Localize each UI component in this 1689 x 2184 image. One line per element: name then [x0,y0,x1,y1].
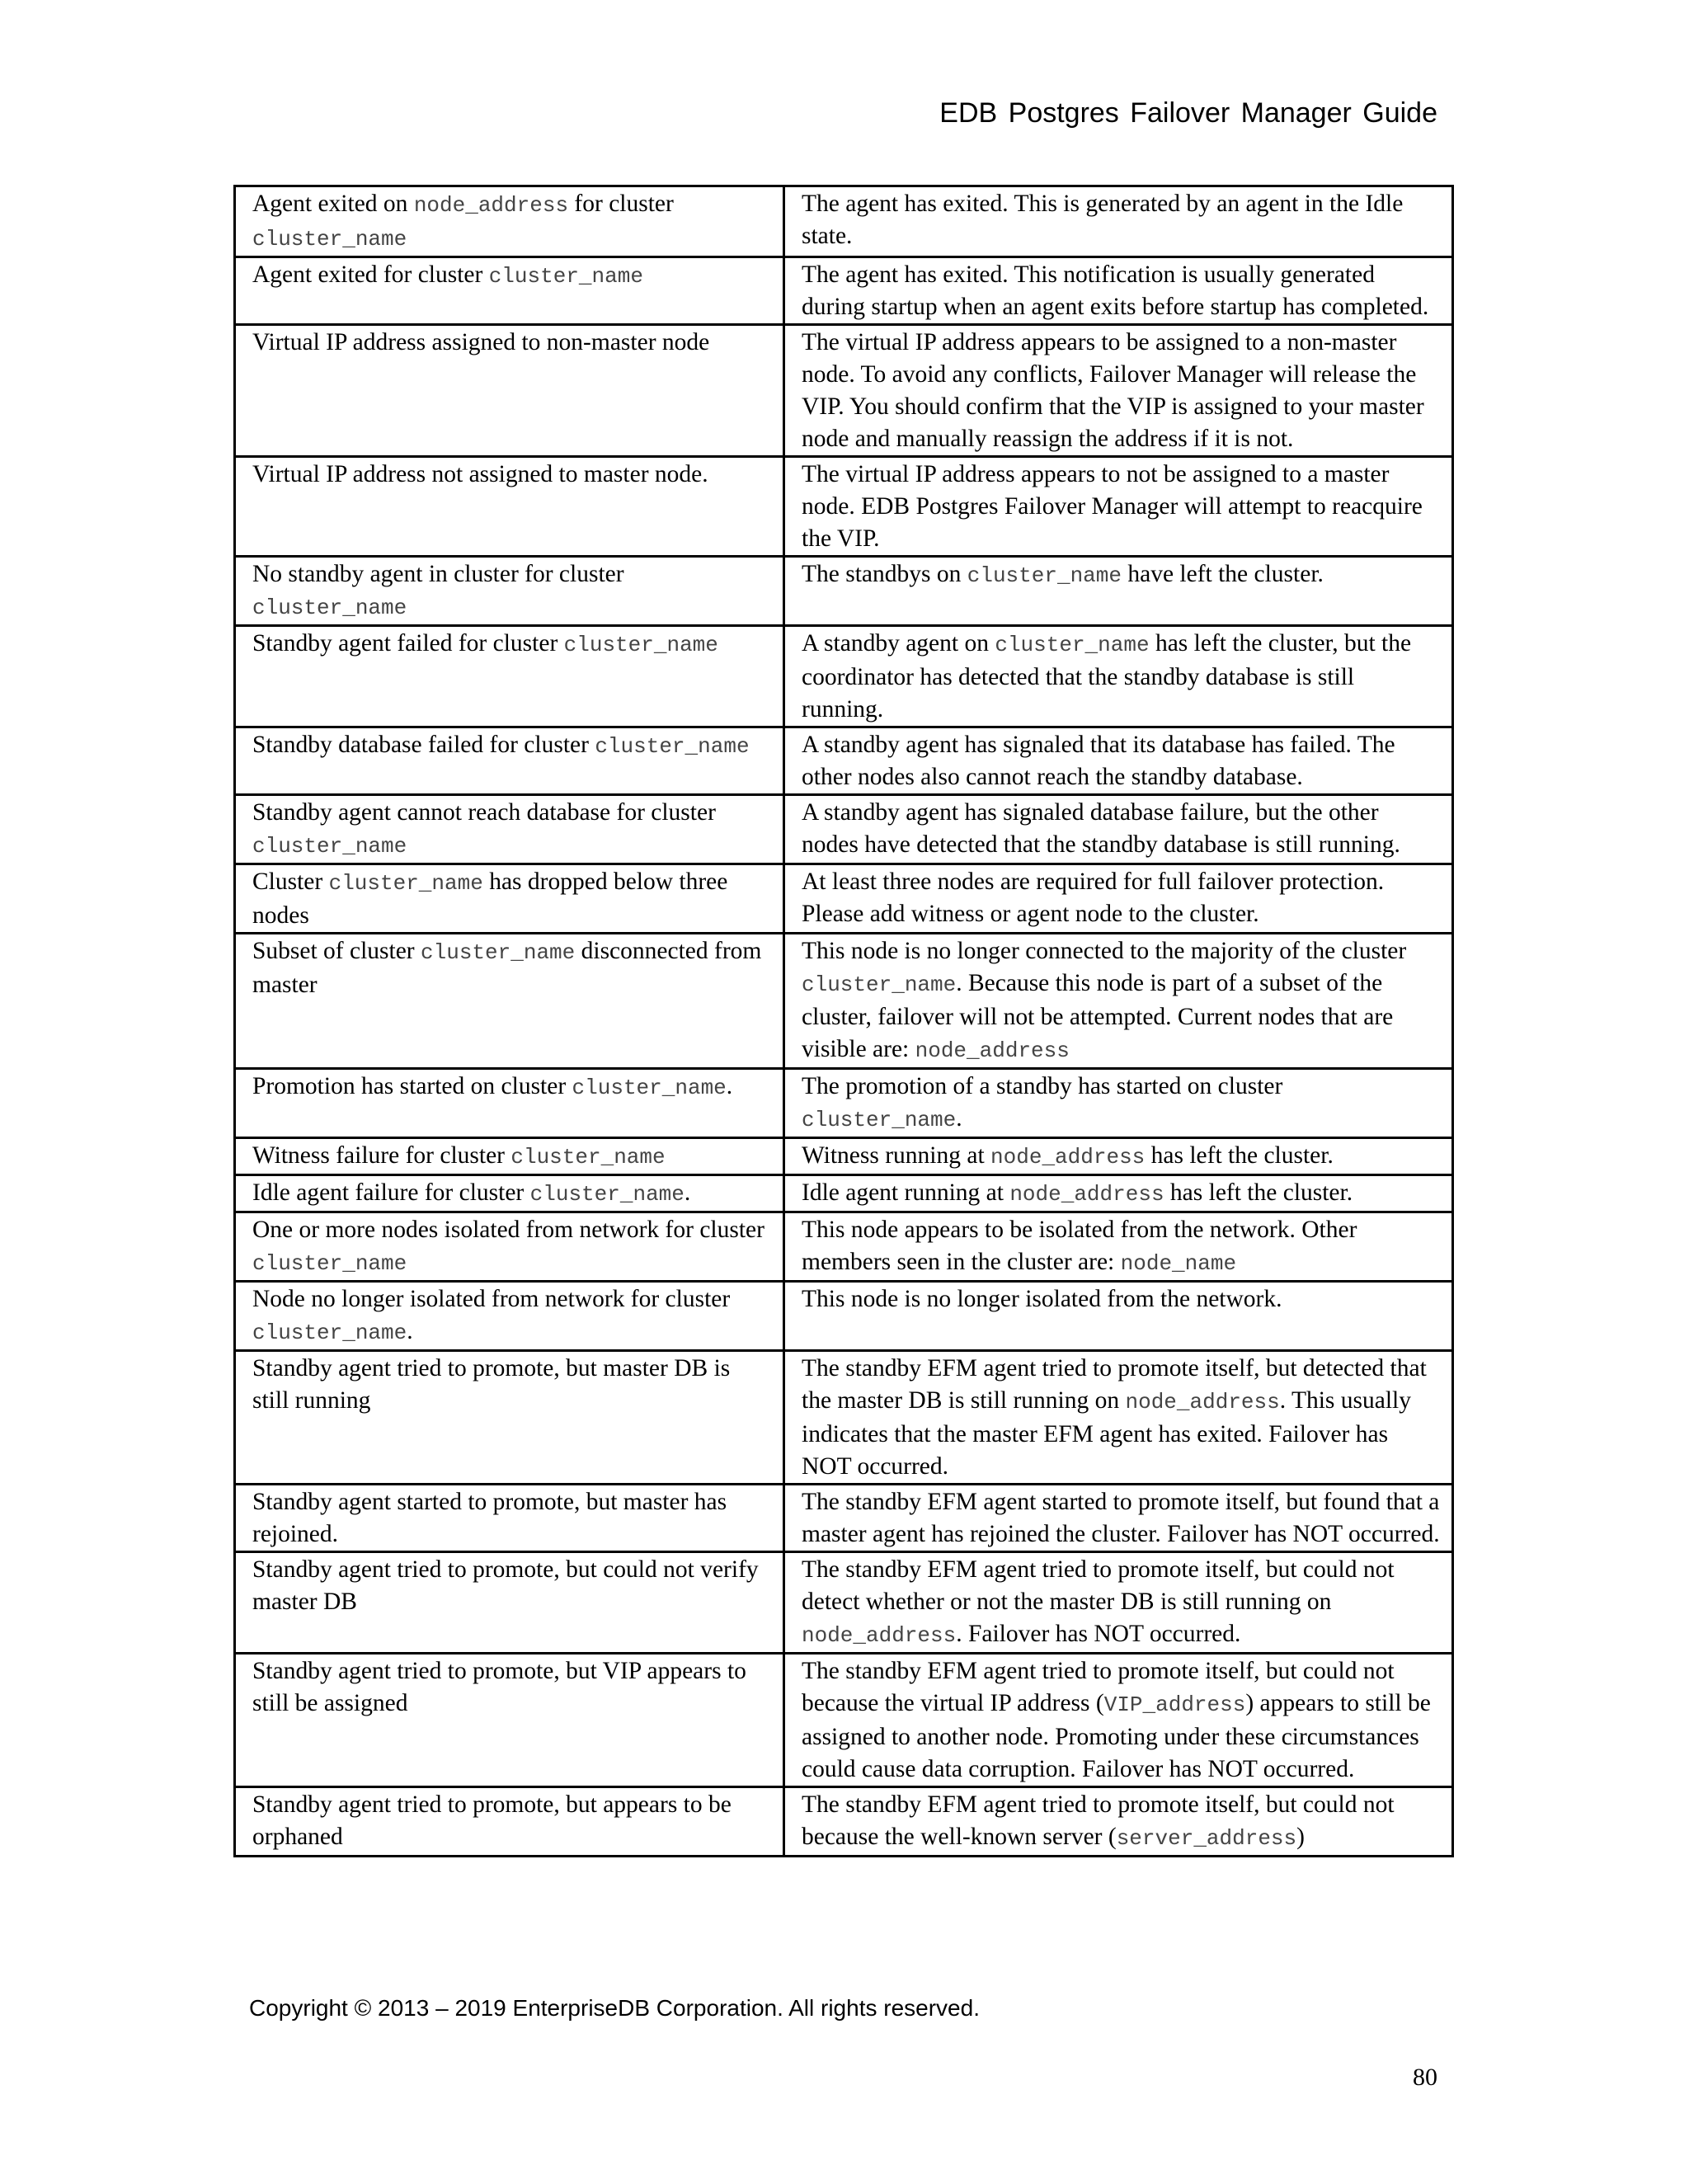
code-term: cluster_name [328,871,483,896]
text-segment: . [407,1318,413,1344]
description-cell [784,1175,1453,1212]
description-cell [784,934,1453,1069]
text-segment: . This usually indicates that the master EFM agent has exited. Failover has NOT occurred. [802,1387,1411,1480]
description-cell [784,457,1453,557]
text-segment: One or more nodes isolated from network for cluster [252,1217,765,1243]
text-segment: Standby agent tried to promote, but could not verify master DB [252,1556,759,1615]
code-term: node_address [990,1145,1146,1170]
code-term: node_address [1009,1182,1164,1207]
code-term: node_address [802,1623,957,1648]
text-segment: The standby EFM agent tried to promote itself, but could not because the virtual IP address ( [802,1658,1395,1716]
code-term: cluster_name [252,1320,407,1345]
table-row [235,186,1453,257]
table-row [235,795,1453,864]
message-cell [235,457,784,557]
text-segment: The standbys on [802,561,967,587]
code-term: node_address [915,1038,1070,1063]
message-cell [235,795,784,864]
text-segment: Witness failure for cluster [252,1142,511,1169]
text-segment: The standby EFM agent started to promote itself, but found that a master agent has rejoined the cluster. Failover has NOT occurred. [802,1489,1440,1547]
message-cell [235,626,784,727]
code-term: cluster_name [510,1145,666,1170]
message-cell [235,186,784,257]
text-segment: The virtual IP address appears to be assigned to a non-master node. To avoid any conflicts, Failover Manager will release the VIP. You should confirm that the VIP is assigned to your master node and manually reassign the address if it is not. [802,329,1424,452]
table-row [235,864,1453,934]
message-cell [235,257,784,325]
table-row [235,1175,1453,1212]
description-cell [784,795,1453,864]
description-cell [784,186,1453,257]
text-segment: ) appears to still be assigned to another node. Promoting under these circumstances could cause data corruption. Failover has NOT occurred. [802,1690,1431,1782]
text-segment: . [956,1105,962,1132]
text-segment: disconnected from master [252,938,762,998]
message-cell [235,557,784,626]
text-segment: The virtual IP address appears to not be assigned to a master node. EDB Postgres Failover Manager will attempt to reacquire the VIP. [802,461,1423,552]
code-term: cluster_name [421,940,576,965]
table-row [235,1351,1453,1485]
code-term: cluster_name [995,633,1150,657]
description-cell [784,1351,1453,1485]
text-segment: A standby agent has signaled that its database has failed. The other nodes also cannot reach the standby database. [802,732,1395,790]
page-header-title: EDB Postgres Failover Manager Guide [939,97,1437,129]
table-row [235,1282,1453,1351]
code-term: cluster_name [572,1076,727,1100]
message-cell [235,325,784,457]
description-cell [784,1787,1453,1857]
text-segment: Witness running at [802,1142,991,1169]
code-term: VIP_address [1103,1692,1246,1717]
code-term: cluster_name [252,1251,407,1276]
text-segment: Standby agent cannot reach database for cluster [252,799,716,826]
notification-table [233,185,1454,1857]
text-segment: The agent has exited. This is generated by an agent in the Idle state. [802,191,1404,249]
text-segment: has left the cluster. [1145,1142,1334,1169]
code-term: cluster_name [595,734,750,759]
code-term: server_address [1116,1826,1297,1851]
description-cell [784,864,1453,934]
table-row [235,1212,1453,1282]
code-term: node_address [1125,1390,1280,1414]
text-segment: . [684,1179,691,1206]
text-segment: At least three nodes are required for full failover protection. Please add witness or agent node to the cluster. [802,868,1385,927]
text-segment: Standby database failed for cluster [252,732,595,758]
text-segment: Node no longer isolated from network for cluster [252,1286,731,1312]
text-segment: This node appears to be isolated from the network. Other members seen in the cluster are: [802,1217,1357,1275]
text-segment: Subset of cluster [252,938,421,964]
table-row [235,1138,1453,1175]
text-segment: A standby agent has signaled database failure, but the other nodes have detected that the standby database is still running. [802,799,1400,858]
text-segment: Virtual IP address assigned to non-master node [252,329,710,355]
text-segment: have left the cluster. [1121,561,1324,587]
text-segment: The promotion of a standby has started on cluster [802,1073,1283,1099]
message-cell [235,1485,784,1552]
code-term: cluster_name [563,633,718,657]
table-row [235,626,1453,727]
text-segment: . [726,1073,733,1099]
code-term: cluster_name [529,1182,685,1207]
message-cell [235,1175,784,1212]
message-cell [235,864,784,934]
table-row [235,1654,1453,1787]
code-term: cluster_name [488,264,643,289]
code-term: cluster_name [252,595,407,620]
text-segment: Agent exited on [252,191,414,217]
code-term: cluster_name [252,227,407,252]
text-segment: . Failover has NOT occurred. [956,1621,1241,1647]
text-segment: . Because this node is part of a subset of the cluster, failover will not be attempted. Current nodes that are visible are: [802,970,1394,1062]
table-row [235,934,1453,1069]
text-segment: Standby agent tried to promote, but master DB is still running [252,1355,731,1414]
description-cell [784,626,1453,727]
text-segment: The standby EFM agent tried to promote itself, but could not detect whether or not the master DB is still running on [802,1556,1395,1615]
copyright-footer: Copyright © 2013 – 2019 EnterpriseDB Corporation. All rights reserved. [249,1995,980,2021]
description-cell [784,1282,1453,1351]
text-segment: The agent has exited. This notification is usually generated during startup when an agent exits before startup has completed. [802,261,1429,320]
description-cell [784,1069,1453,1138]
message-cell [235,1069,784,1138]
text-segment: Idle agent failure for cluster [252,1179,530,1206]
text-segment: for cluster [568,191,674,217]
table-row [235,557,1453,626]
text-segment: Standby agent tried to promote, but VIP appears to still be assigned [252,1658,746,1716]
description-cell [784,1485,1453,1552]
description-cell [784,1138,1453,1175]
text-segment: A standby agent on [802,630,995,657]
table-row [235,1485,1453,1552]
code-term: node_address [413,193,569,218]
description-cell [784,1654,1453,1787]
message-cell [235,1282,784,1351]
message-cell [235,1552,784,1654]
table-row [235,1787,1453,1857]
table-row [235,457,1453,557]
table-row [235,325,1453,457]
message-cell [235,1212,784,1282]
table-row [235,1552,1453,1654]
page-number: 80 [1413,2064,1437,2091]
code-term: cluster_name [967,563,1122,588]
text-segment: Standby agent tried to promote, but appears to be orphaned [252,1791,732,1850]
description-cell [784,325,1453,457]
description-cell [784,727,1453,795]
notification-table-body [235,186,1453,1857]
table-row [235,257,1453,325]
message-cell [235,934,784,1069]
text-segment: Promotion has started on cluster [252,1073,572,1099]
code-term: cluster_name [802,1108,957,1132]
message-cell [235,1654,784,1787]
code-term: node_name [1120,1251,1237,1276]
message-cell [235,1787,784,1857]
code-term: cluster_name [252,834,407,859]
text-segment: No standby agent in cluster for cluster [252,561,624,587]
message-cell [235,727,784,795]
code-term: cluster_name [802,972,957,997]
table-row [235,1069,1453,1138]
message-cell [235,1138,784,1175]
text-segment: ) [1296,1824,1305,1850]
text-segment: has dropped below three nodes [252,868,728,929]
description-cell [784,257,1453,325]
text-segment: Agent exited for cluster [252,261,489,288]
text-segment: Virtual IP address not assigned to master node. [252,461,708,487]
text-segment: has left the cluster, but the coordinator has detected that the standby database is still running. [802,630,1412,723]
description-cell [784,557,1453,626]
description-cell [784,1212,1453,1282]
text-segment: This node is no longer isolated from the network. [802,1286,1282,1312]
text-segment: The standby EFM agent tried to promote itself, but detected that the master DB is still running on [802,1355,1427,1414]
text-segment: has left the cluster. [1164,1179,1353,1206]
text-segment: The standby EFM agent tried to promote itself, but could not because the well-known server ( [802,1791,1395,1850]
description-cell [784,1552,1453,1654]
message-cell [235,1351,784,1485]
table-row [235,727,1453,795]
text-segment: Cluster [252,868,329,895]
text-segment: Standby agent failed for cluster [252,630,564,657]
text-segment: Standby agent started to promote, but master has rejoined. [252,1489,727,1547]
text-segment: This node is no longer connected to the majority of the cluster [802,938,1407,964]
text-segment: Idle agent running at [802,1179,1010,1206]
